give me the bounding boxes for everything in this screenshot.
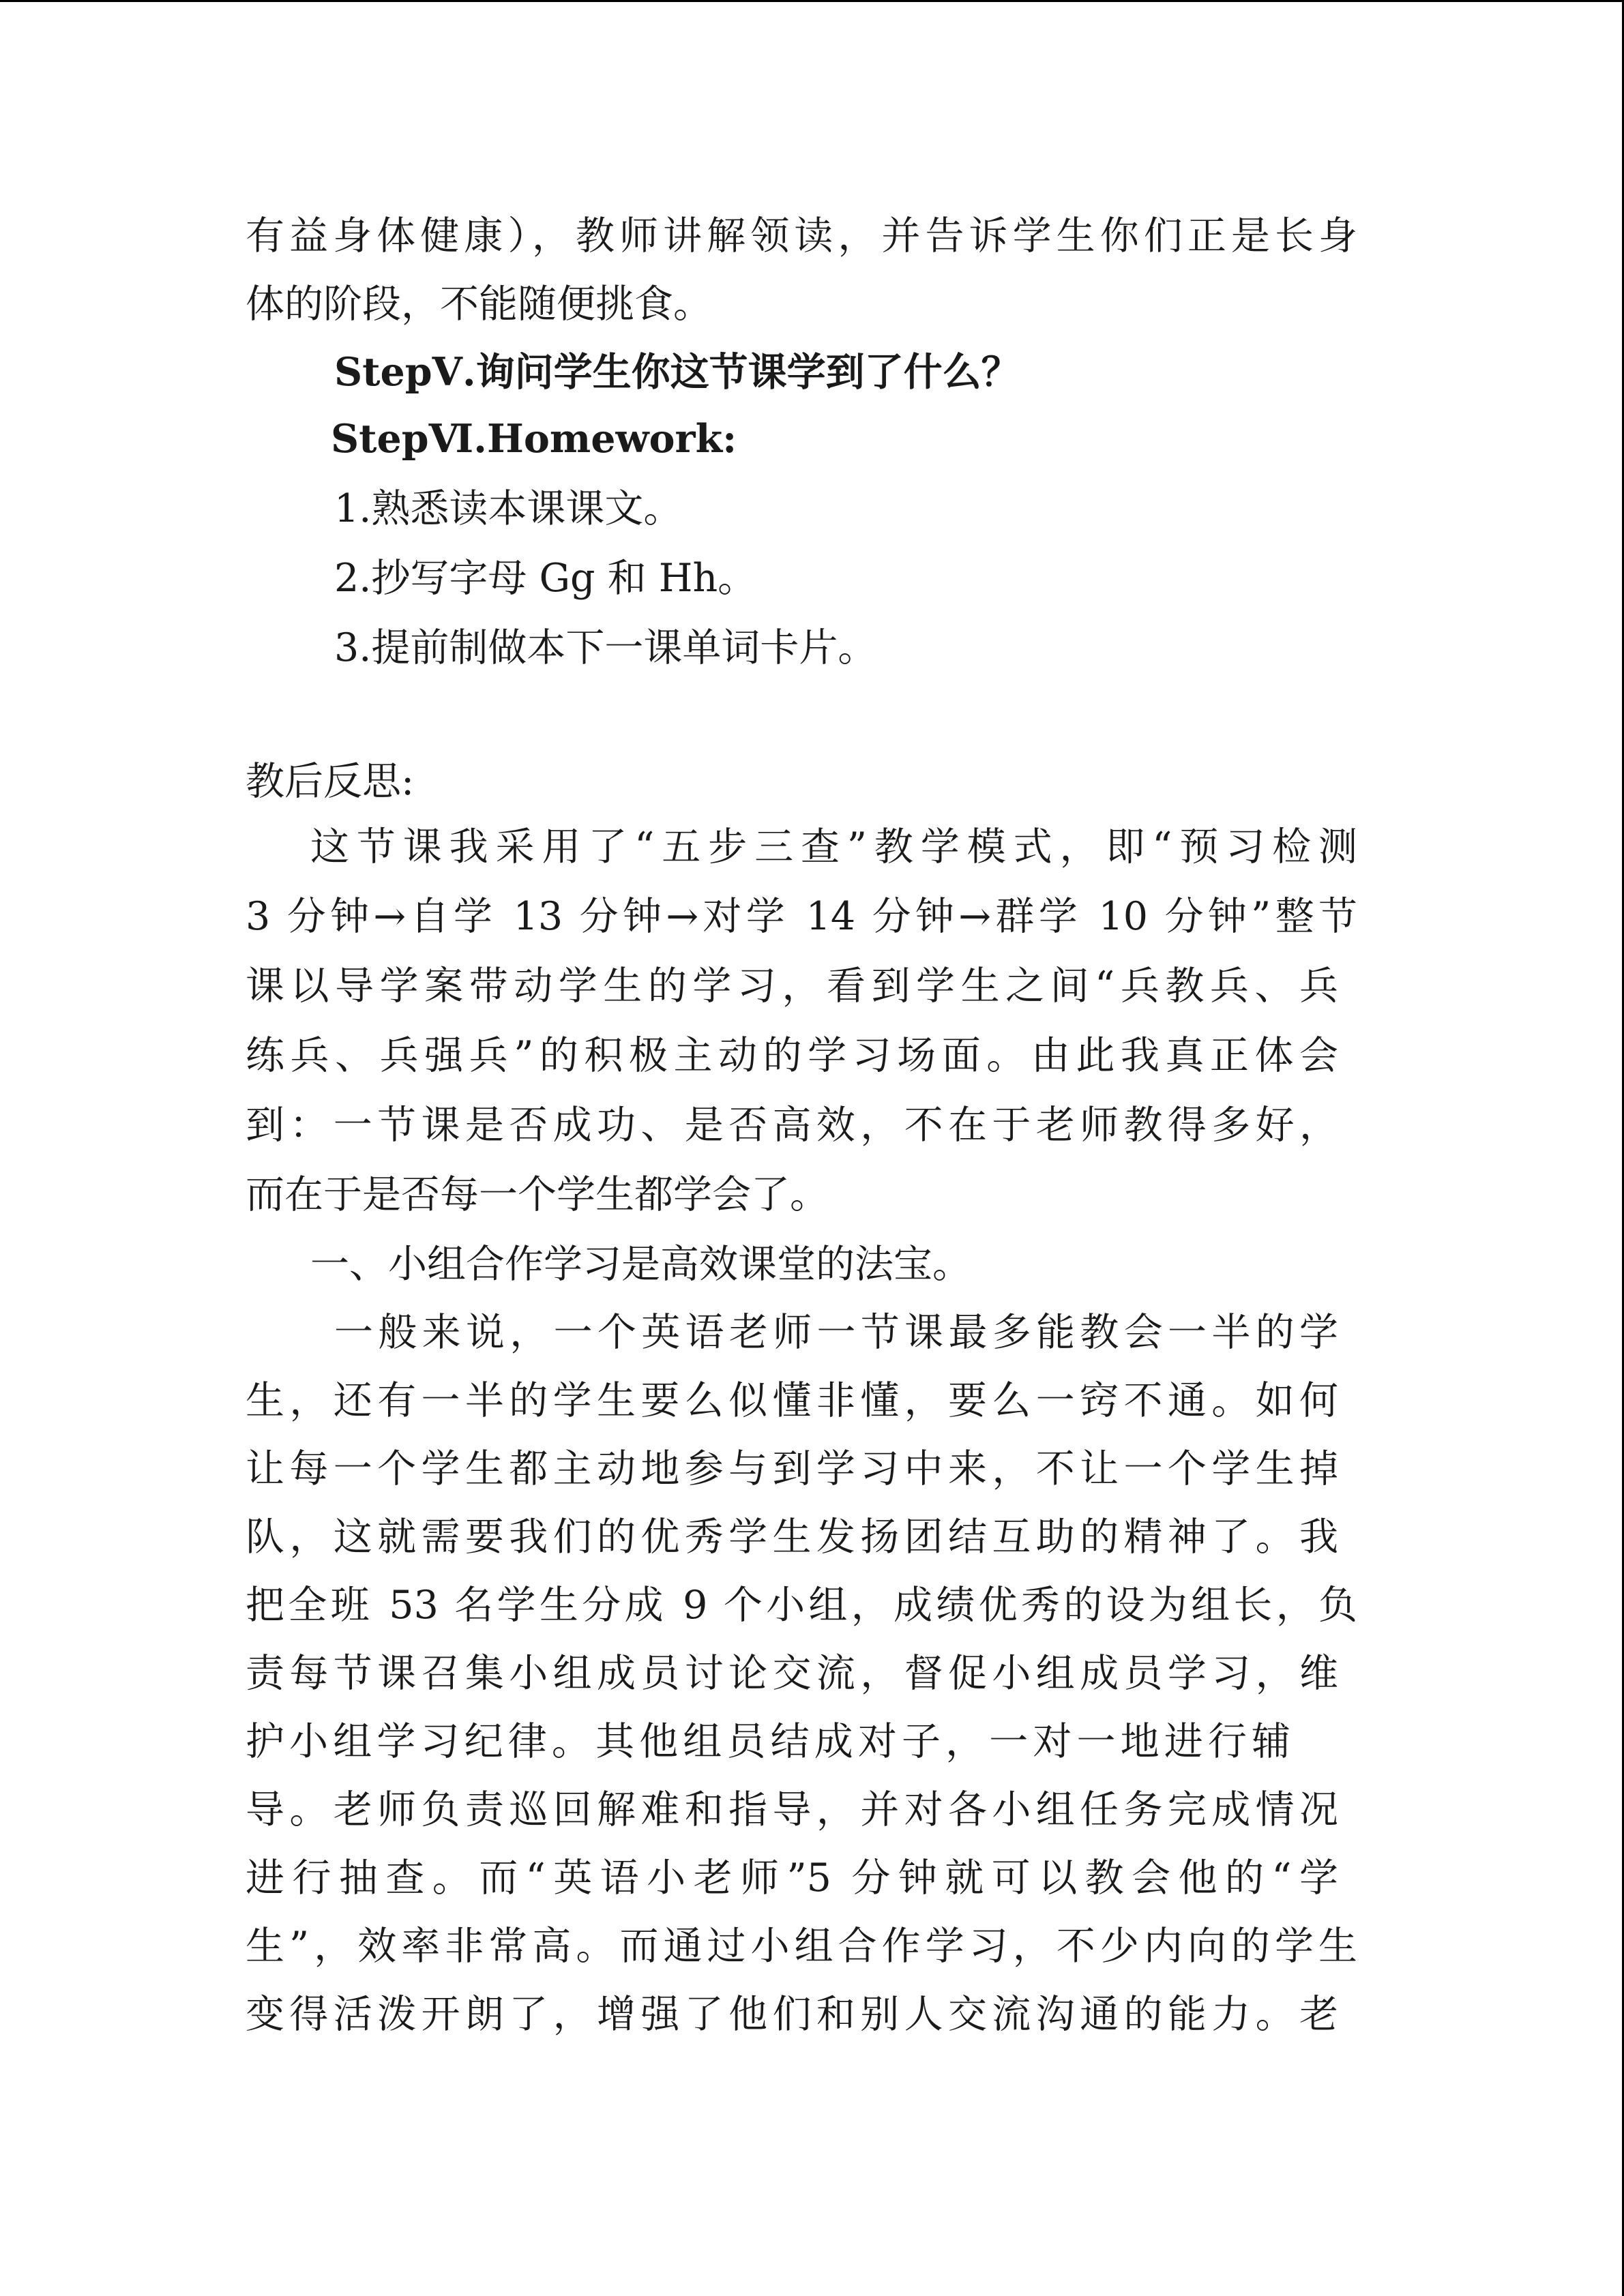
- text-line: 3 分钟→自学 13 分钟→对学 14 分钟→群学 10 分钟”整节: [246, 894, 1357, 939]
- text-line: 练兵、兵强兵”的积极主动的学习场面。由此我真正体会: [246, 1033, 1338, 1078]
- step-five-heading: StepⅤ.询问学生你这节课学到了什么？: [334, 349, 1020, 395]
- text-line: 队，这就需要我们的优秀学生发扬团结互助的精神了。我: [246, 1515, 1338, 1560]
- text-line: 生”，效率非常高。而通过小组合作学习，不少内向的学生: [246, 1924, 1357, 1969]
- page-border-top: [0, 0, 1624, 2]
- text-line: 有益身体健康），教师讲解领读，并告诉学生你们正是长身: [246, 213, 1357, 258]
- text-line: 一般来说，一个英语老师一节课最多能教会一半的学: [334, 1310, 1338, 1355]
- homework-item: 2.抄写字母 Gg 和 Hh。: [334, 556, 757, 601]
- homework-item: 1.熟悉读本课课文。: [334, 486, 683, 531]
- homework-item: 3.提前制做本下一课单词卡片。: [334, 625, 877, 670]
- text-line: 责每节课召集小组成员讨论交流，督促小组成员学习，维: [246, 1651, 1338, 1696]
- text-line: 课以导学案带动学生的学习，看到学生之间“兵教兵、兵: [246, 964, 1338, 1009]
- reflection-heading: 教后反思:: [246, 759, 415, 804]
- text-line: 进行抽查。而“英语小老师”5 分钟就可以教会他的“学: [246, 1855, 1338, 1900]
- text-line: 到：一节课是否成功、是否高效，不在于老师教得多好，: [246, 1103, 1338, 1148]
- text-line: 体的阶段，不能随便挑食。: [246, 282, 712, 327]
- text-line: 护小组学习纪律。其他组员结成对子，一对一地进行辅: [246, 1719, 1290, 1764]
- text-line: 变得活泼开朗了，增强了他们和别人交流沟通的能力。老: [246, 1992, 1338, 2037]
- text-line: 让每一个学生都主动地参与到学习中来，不让一个学生掉: [246, 1446, 1338, 1491]
- text-line: 而在于是否每一个学生都学会了。: [246, 1172, 829, 1217]
- section-heading: 一、小组合作学习是高效课堂的法宝。: [310, 1242, 971, 1287]
- text-line: 生，还有一半的学生要么似懂非懂，要么一窍不通。如何: [246, 1378, 1338, 1423]
- text-line: 导。老师负责巡回解难和指导，并对各小组任务完成情况: [246, 1787, 1338, 1832]
- text-line: 这节课我采用了“五步三查”教学模式，即“预习检测: [310, 824, 1357, 869]
- homework-heading: StepⅥ.Homework:: [331, 416, 737, 462]
- text-line: 把全班 53 名学生分成 9 个小组，成绩优秀的设为组长，负: [246, 1583, 1357, 1628]
